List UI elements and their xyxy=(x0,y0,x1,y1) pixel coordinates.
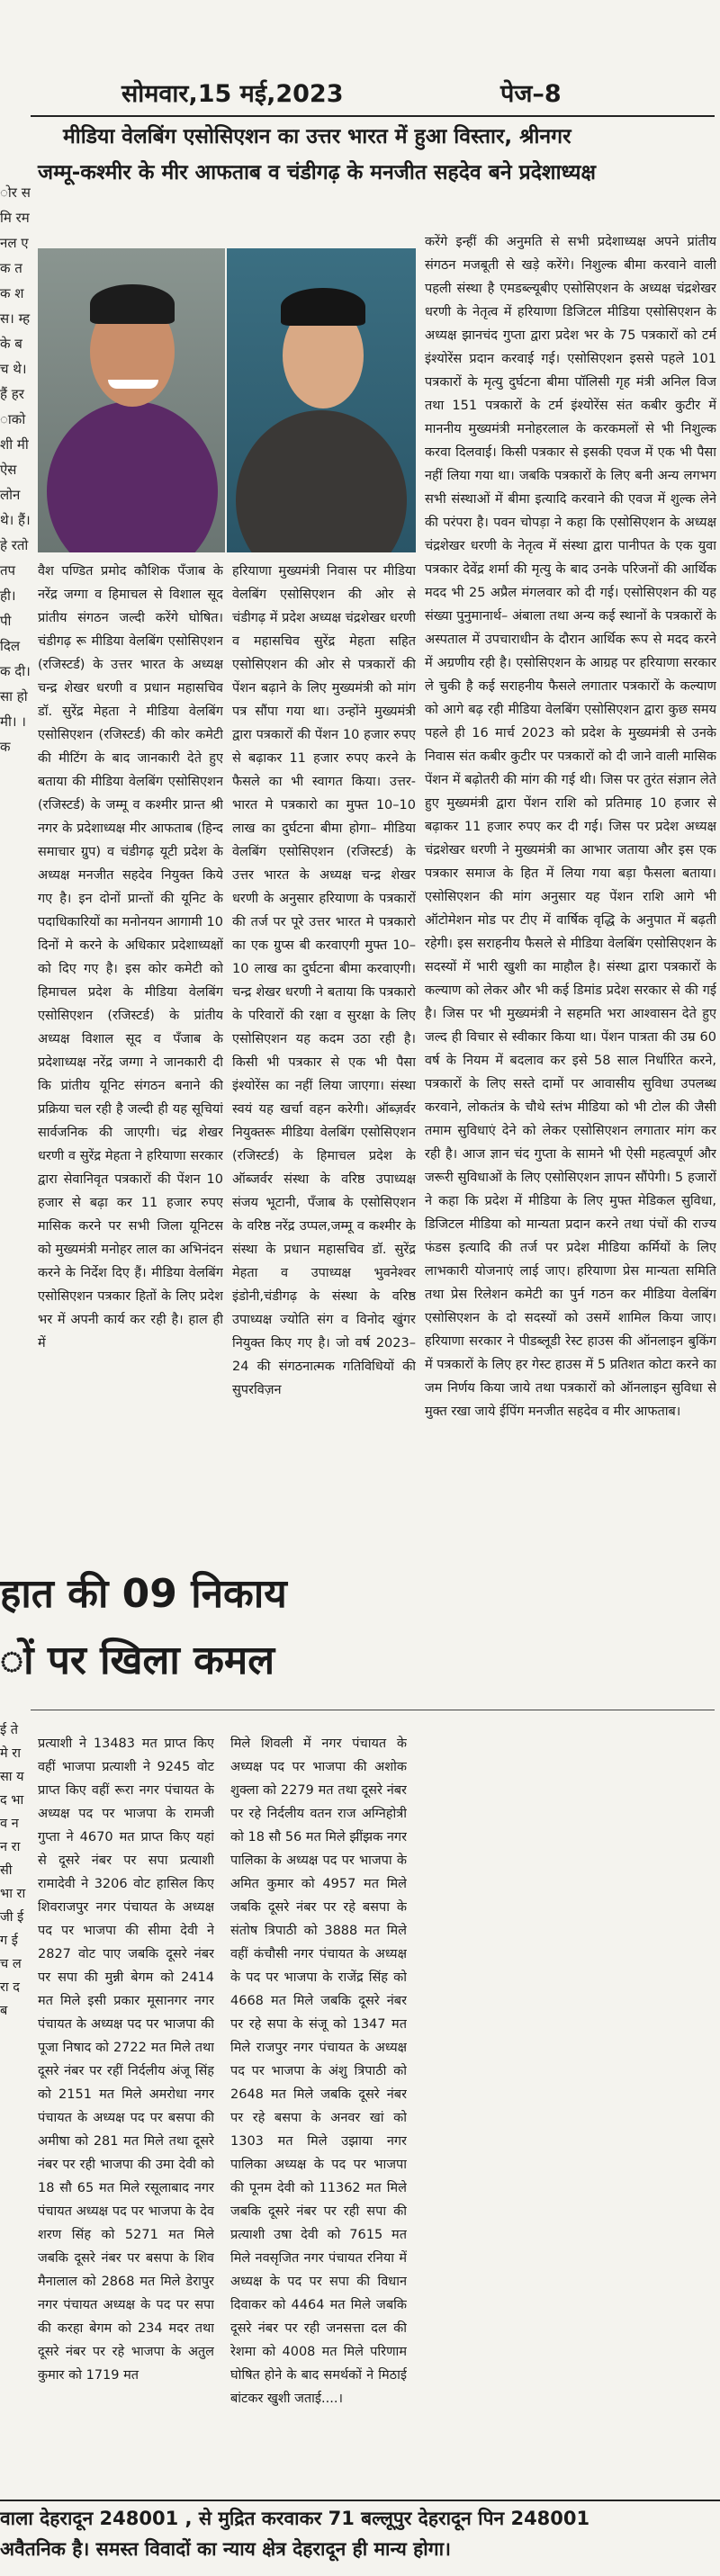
article-column-1: वैश पण्डित प्रमोद कौशिक पँजाब के नरेंद्र जग्गा व हिमाचल से विशाल सूद प्रांतीय संगठन जल्दी करेंगे घोषित। चंडीगढ़ रू मीडिया वेलबिंग एसोसिएशन (रजिस्टर्ड) के उत्तर भारत के अध्यक्ष चन्द्र शेखर धरणी व प्रधान महासचिव डॉ. सुरेंद्र मेहता ने मीडिया वेलबिंग एसोसिएशन (रजिस्टर्ड) की कोर कमेटी की मीटिंग के बाद जानकारी देते हुए बताया की मीडिया वेलबिंग एसोसिएशन (रजिस्टर्ड) के जम्मू व कश्मीर प्रान्त श्री नगर के प्रदेशाध्यक्ष मीर आफताब (हिन्द समाचार ग्रुप) व चंडीगढ़ यूटी प्रदेश के अध्यक्ष मनजीत सहदेव नियुक्त किये गए है। इन दोनों प्रान्तों की यूनिट के पदाधिकारियों का मनोनयन आगामी 10 दिनों मे करने के अधिकार प्रदेशाध्यक्षों को दिए गए है। इस कोर कमेटी को हिमाचल प्रदेश के मीडिया वेलबिंग एसोसिएशन (रजिस्टर्ड) के प्रांतीय अध्यक्ष विशाल सूद व पँजाब के प्रदेशाध्यक्ष नरेंद्र जग्गा ने जानकारी दी कि प्रांतीय यूनिट संगठन बनाने की प्रक्रिया चल रही है जल्दी ही यह सूचियां सार्वजनिक की जाएगी। चंद्र शेखर धरणी व सुरेंद्र मेहता ने हरियाणा सरकार द्वारा सेवानिवृत पत्रकारों की पेंशन 10 हजार से बढ़ा कर 11 हजार रुपए मासिक करने पर सभी जिला यूनिटस को मुख्यमंत्री मनोहर लाल का अभिनंदन करने के निर्देश दिए हैं। मीडिया वेलबिंग एसोसिएशन पत्रकार हितों के लिए प्रदेश भर में अपनी कार्य कर रही है। हाल ही में xyxy=(38,564,223,1351)
headline-line-2: जम्मू-कश्मीर के मीर आफताब व चंडीगढ़ के मनजीत सहदेव बने प्रदेशाध्यक्ष xyxy=(38,161,596,184)
footer-line-1: वाला देहरादून 248001 , से मुद्रित करवाकर 71 बल्लूपुर देहरादून पिन 248001 xyxy=(0,2508,590,2529)
imprint-footer xyxy=(0,2500,720,2566)
bottom-headline-line-2: ों पर खिला कमल xyxy=(0,1638,275,1683)
issue-date: सोमवार,15 मई,2023 xyxy=(122,80,344,108)
bottom-left-cut-text: ई ते मे रा सा यद भा व न न रा सी भा रा जी ई ग ई च ल रा द ब xyxy=(0,1723,26,2018)
headline-line-1: मीडिया वेलबिंग एसोसिएशन का उत्तर भारत में हुआ विस्तार, श्रीनगर xyxy=(63,125,572,148)
article-column-3: करेंगे इन्हीं की अनुमति से सभी प्रदेशाध्यक्ष अपने प्रांतीय संगठन मजबूती से खड़े करेंगे। निशुल्क बीमा करवाने वाली पहली संस्था है एमडब्ल्यूबीए एसोसिएशन के अध्यक्ष चंद्रशेखर धरणी के नेतृत्व में हरियाणा डिजिटल मीडिया एसोसिएशन के अध्यक्ष झानचंद गुप्ता द्वारा प्रदेश भर के 75 पत्रकारों को टर्म इंश्योरेंस प्रदान करवाई गई। एसोसिएशन इससे पहले 101 पत्रकारों के मृत्यु दुर्घटना बीमा पॉलिसी गृह मंत्री अनिल विज तथा 151 पत्रकारों के टर्म इंश्योरेंस संत कबीर कुटीर में माननीय मुख्यमंत्री मनोहरलाल के करकमलों से भी निशुल्क करवा दिलवाई। किसी पत्रकार से इसकी एवज में एक भी पैसा नहीं लिया गया था। जबकि पत्रकारों के लिए बनी अन्य लगभग सभी संस्थाओं में बीमा इत्यादि करवाने की एवज में शुल्क लेने की परंपरा है। पवन चोपड़ा ने कहा कि एसोसिएशन के अध्यक्ष चंद्रशेखर धरणी के नेतृत्व में संस्था द्वारा पानीपत के एक युवा पत्रकार देवेंद्र शर्मा की मृत्यु के बाद उनके परिजनों की आर्थिक मदद भी 25 अप्रैल मंगलवार को दी गई। एसोसिएशन की यह संख्या पुनुमानार्थ– अंबाला तथा अन्य कई स्थानों के पत्रकारों के अस्पताल में उपचाराधीन के दौरान आर्थिक रूप से मदद करने में अग्रणीय रही है। एसोसिएशन के आग्रह पर हरियाणा सरकार ले चुकी है कई सराहनीय फैसले लगातार पत्रकारों के कल्याण को आगे बढ़ रही मीडिया वेलबिंग एसोसिएशन द्वारा कुछ समय पहले ही 16 मार्च 2023 को प्रदेश के मुख्यमंत्री से उनके निवास संत कबीर कुटीर पर पत्रकारों को दी जाने वाली मासिक पेंशन में बढ़ोतरी की मांग की गई थी। जिस पर तुरंत संज्ञान लेते हुए मुख्यमंत्री द्वारा पेंशन राशि को प्रतिमाह 10 हजार से बढ़ाकर 11 हजार रुपए कर दी गई। जिस पर प्रदेश अध्यक्ष चंद्रशेखर धरणी ने मुख्यमंत्री का आभार जताया और इस एक पत्रकार समाज के हित में लिया गया बड़ा फैसला बताया। एसोसिएशन की मांग अनुसार यह पेंशन राशि आगे भी ऑटोमेशन मोड पर टीए में वार्षिक वृद्धि के अनुपात में बढ़ती रहेगी। इस सराहनीय फैसले से मीडिया वेलबिंग एसोसिएशन के सदस्यों में भारी खुशी का माहौल है। संस्था द्वारा पत्रकारों के कल्याण को लेकर और भी कई डिमांड प्रदेश सरकार से की गई है। जिस पर भी मुख्यमंत्री ने सहमति भरा आश्वासन देते हुए जल्द ही विचार से स्वीकार किया था। पेंशन पात्रता की उम्र 60 वर्ष के नियम में बदलाव कर इसे 58 साल निर्धारित करने, पत्रकारों के लिए सस्ते दामों पर आवासीय सुविधा उपलब्ध करवाने, लोकतंत्र के चौथे स्तंभ मीडिया को भी टोल की जैसी तमाम सुविधाएं देने को लेकर एसोसिएशन लगातार मांग कर रही है। आज ज्ञान चंद गुप्ता के सामने भी ऐसी महत्वपूर्ण और जरूरी सुविधाओं के लिए एसोसिएशन ज्ञापन सौंपेगी। 5 हजारों ने कहा कि प्रदेश में मीडिया के लिए मुफ्त मेडिकल सुविधा, डिजिटल मीडिया को मान्यता प्रदान करने तथा पंचों की राज्य फंडस इत्यादि की तर्ज पर प्रदेश मीडिया कर्मियों के लिए लाभकारी योजनाएं लाई जाए। हरियाणा प्रेस मान्यता समिति तथा प्रेस रिलेशन कमेटी का पुर्न गठन कर मीडिया वेलबिंग एसोसिएशन के दो सदस्यों को उसमें शामिल किया जाए। हरियाणा सरकार ने पीडब्लूडी रेस्ट हाउस की ऑनलाइन बुकिंग में पत्रकारों के लिए हर गेस्ट हाउस में 5 प्रतिशत कोटा करने का जम निर्णय किया जाये तथा पत्रकारों को ऑनलाइन सुविधा से मुक्त रखा जाये ईपिंग मनजीत सहदेव व मीर आफताब। xyxy=(425,235,716,1419)
photo-mir-aftab xyxy=(227,248,416,552)
bottom-headline-line-1: हात की 09 निकाय xyxy=(0,1571,287,1617)
article-column-2: हरियाणा मुख्यमंत्री निवास पर मीडिया वेलबिंग एसोसिएशन की ओर से चंडीगढ़ में प्रदेश अध्यक्ष चंद्रशेखर धरणी व महासचिव सुरेंद्र मेहता सहित एसोसिएशन की ओर से पत्रकारों की पेंशन बढ़ाने के लिए मुख्यमंत्री को मांग पत्र सौंपा गया था। उन्होंने मुख्यमंत्री द्वारा पत्रकारों की पेंशन 10 हजार रुपए से बढ़ाकर 11 हजार रुपए करने के फैसले का भी स्वागत किया। उत्तर-भारत मे पत्रकारो का मुफ्त 10–10 लाख का दुर्घटना बीमा होगा– मीडिया वेलबिंग एसोसिएशन (रजिस्टर्ड) के उत्तर भारत के अध्यक्ष चन्द्र शेखर धरणी के अनुसार हरियाणा के पत्रकारों की तर्ज पर पूरे उत्तर भारत मे पत्रकारो का एक ग्रुप्स बी करवाएगी मुफ्त 10–10 लाख का दुर्घटना बीमा करवाएगी। चन्द्र शेखर धरणी ने बताया कि पत्रकारो के परिवारों की रक्षा व सुरक्षा के लिए एसोसिएशन यह कदम उठा रही है। किसी भी पत्रकार से एक भी पैसा इंश्योरेंस का नहीं लिया जाएगा। संस्था स्वयं यह खर्चा वहन करेगी। ऑब्ज़र्वर नियुक्तरू मीडिया वेलबिंग एसोसिएशन (रजिस्टर्ड) के हिमाचल प्रदेश के ऑब्जर्वर संस्था के वरिष्ठ उपाध्यक्ष संजय भूटानी, पँजाब के एसोसिएशन के वरिष्ठ नरेंद्र उप्पल,जम्मू व कश्मीर के संस्था के प्रधान महासचिव डॉ. सुरेंद्र मेहता व उपाध्यक्ष भुवनेश्वर इंडोनी,चंडीगढ़ के संस्था के वरिष्ठ उपाध्यक्ष ज्योति संग व विनोद खुंगर नियुक्त किए गए है। जो वर्ष 2023–24 की संगठनात्मक गतिविधियों की सुपरविज़न xyxy=(232,564,416,1397)
page-number: पेज–8 xyxy=(500,80,562,108)
header-rule xyxy=(31,115,715,117)
bottom-column-2: मिले शिवली में नगर पंचायत के अध्यक्ष पद पर भाजपा की अशोक शुक्ला को 2279 मत तथा दूसरे नंबर पर रहे निर्दलीय वतन राज अग्निहोत्री को 18 सौ 56 मत मिले झींझक नगर पालिका के अध्यक्ष पद पर भाजपा के अमित कुमार को 4957 मत मिले जबकि दूसरे नंबर पर रहे बसपा के संतोष त्रिपाठी को 3888 मत मिले वहीं कंचौसी नगर पंचायत के अध्यक्ष के पद पर भाजपा के राजेंद्र सिंह को 4668 मत मिले जबकि दूसरे नंबर पर रहे सपा के संजू को 1347 मत मिले राजपुर नगर पंचायत के अध्यक्ष पद पर भाजपा के अंशु त्रिपाठी को 2648 मत मिले जबकि दूसरे नंबर पर रहे बसपा के अनवर खां को 1303 मत मिले उझाया नगर पालिका अध्यक्ष के पद पर भाजपा की पूनम देवी को 11362 मत मिले जबकि दूसरे नंबर पर रही सपा की प्रत्याशी उषा देवी को 7615 मत मिले नवसृजित नगर पंचायत रनिया में अध्यक्ष के पद पर सपा की विधान दिवाकर को 4464 मत मिले जबकि दूसरे नंबर पर रही जनसत्ता दल की रेशमा को 4008 मत मिले परिणाम घोषित होने के बाद समर्थकों ने मिठाई बांटकर खुशी जताई....। xyxy=(230,1736,407,2406)
left-margin-cut-text: ोर स मि रम नल एक तक शस। म्ह के बच थे। हैं हर ाको शी मी ऐस लोन थे। हैं। हे रतो तप ही। पी दिल क दी। सा हो मी। ।क xyxy=(0,184,31,755)
bottom-column-1: प्रत्याशी ने 13483 मत प्राप्त किए वहीं भाजपा प्रत्याशी ने 9245 वोट प्राप्त किए वहीं रूरा नगर पंचायत के अध्यक्ष पद पर भाजपा के रामजी गुप्ता ने 4670 मत प्राप्त किए यहां से दूसरे नंबर पर सपा प्रत्याशी रामादेवी ने 3206 वोट हासिल किए शिवराजपुर नगर पंचायत के अध्यक्ष पद पर भाजपा की सीमा देवी ने 2827 वोट पाए जबकि दूसरे नंबर पर सपा की मुन्नी बेगम को 2414 मत मिले इसी प्रकार मूसानगर नगर पंचायत के अध्यक्ष पद पर भाजपा की पूजा निषाद को 2722 मत मिले तथा दूसरे नंबर पर रहीं निर्दलीय अंजू सिंह को 2151 मत मिले अमरोधा नगर पंचायत के अध्यक्ष पद पर बसपा की अमीषा को 281 मत मिले तथा दूसरे नंबर पर रही भाजपा की उमा देवी को 18 सौ 65 मत मिले रसूलाबाद नगर पंचायत अध्यक्ष पद पर भाजपा के देव शरण सिंह को 5271 मत मिले जबकि दूसरे नंबर पर बसपा के शिव मैनालाल को 2868 मत मिले डेरापुर नगर पंचायत अध्यक्ष के पद पर सपा की करहा बेगम को 234 मदर तथा दूसरे नंबर पर रहे भाजपा के अतुल कुमार को 1719 मत xyxy=(38,1736,214,2383)
photo-manjeet-sahdev xyxy=(38,248,225,552)
footer-line-2: अवैतनिक है। समस्त विवादों का न्याय क्षेत्र देहरादून ही मान्य होगा। xyxy=(0,2538,451,2560)
